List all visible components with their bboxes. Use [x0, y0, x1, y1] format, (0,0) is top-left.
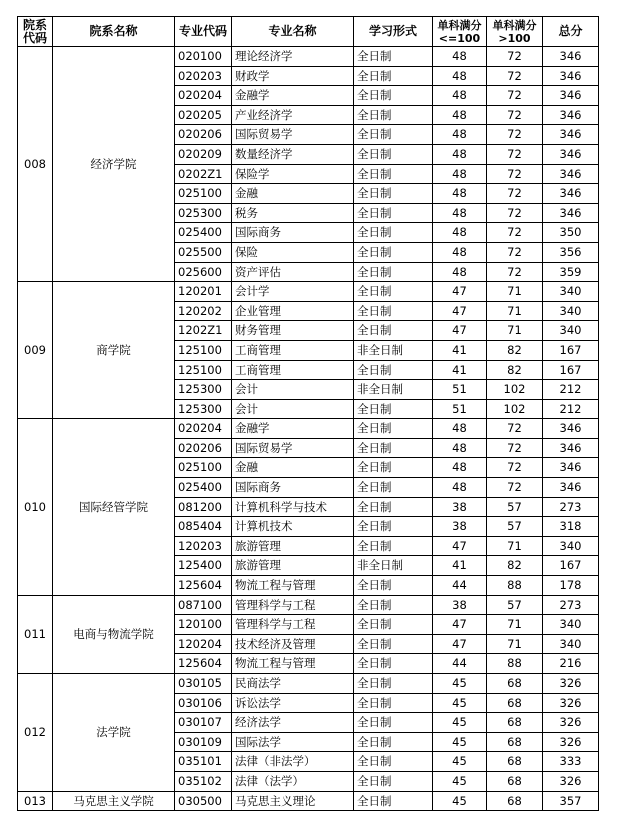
single-le100-cell: 38	[433, 517, 487, 537]
single-le100-cell: 48	[433, 478, 487, 498]
study-mode-cell: 全日制	[354, 184, 433, 204]
study-mode-cell: 全日制	[354, 634, 433, 654]
major-name-cell: 金融学	[232, 419, 354, 439]
major-code-cell: 030106	[175, 693, 232, 713]
dept-name-cell: 经济学院	[53, 47, 175, 282]
single-le100-cell: 45	[433, 771, 487, 791]
study-mode-cell: 全日制	[354, 223, 433, 243]
single-le100-cell: 41	[433, 360, 487, 380]
dept-name-cell: 马克思主义学院	[53, 791, 175, 811]
major-name-cell: 保险	[232, 242, 354, 262]
major-code-cell: 125604	[175, 576, 232, 596]
study-mode-cell: 非全日制	[354, 340, 433, 360]
total-cell: 167	[543, 340, 599, 360]
total-cell: 357	[543, 791, 599, 811]
total-cell: 340	[543, 282, 599, 302]
major-name-cell: 国际商务	[232, 223, 354, 243]
major-code-cell: 085404	[175, 517, 232, 537]
major-name-cell: 旅游管理	[232, 556, 354, 576]
study-mode-cell: 全日制	[354, 164, 433, 184]
total-cell: 346	[543, 125, 599, 145]
major-name-cell: 数量经济学	[232, 144, 354, 164]
study-mode-cell: 全日制	[354, 771, 433, 791]
major-code-cell: 125300	[175, 380, 232, 400]
single-le100-cell: 48	[433, 458, 487, 478]
single-le100-cell: 48	[433, 419, 487, 439]
single-le100-cell: 48	[433, 262, 487, 282]
single-gt100-cell: 68	[487, 693, 543, 713]
major-name-cell: 保险学	[232, 164, 354, 184]
total-cell: 273	[543, 497, 599, 517]
total-cell: 346	[543, 86, 599, 106]
major-code-cell: 020206	[175, 125, 232, 145]
dept-name-cell: 商学院	[53, 282, 175, 419]
single-le100-cell: 48	[433, 86, 487, 106]
major-name-cell: 法律（法学）	[232, 771, 354, 791]
single-le100-cell: 51	[433, 399, 487, 419]
dept-name-cell: 法学院	[53, 674, 175, 792]
study-mode-cell: 全日制	[354, 674, 433, 694]
single-gt100-cell: 71	[487, 615, 543, 635]
major-name-cell: 金融	[232, 458, 354, 478]
major-name-cell: 工商管理	[232, 340, 354, 360]
major-name-cell: 工商管理	[232, 360, 354, 380]
single-gt100-cell: 72	[487, 223, 543, 243]
major-code-cell: 025400	[175, 223, 232, 243]
total-cell: 318	[543, 517, 599, 537]
single-le100-cell: 48	[433, 144, 487, 164]
single-le100-cell: 48	[433, 164, 487, 184]
single-gt100-cell: 72	[487, 242, 543, 262]
major-code-cell: 025300	[175, 203, 232, 223]
single-gt100-cell: 72	[487, 105, 543, 125]
study-mode-cell: 全日制	[354, 438, 433, 458]
single-le100-cell: 38	[433, 595, 487, 615]
total-cell: 359	[543, 262, 599, 282]
major-name-cell: 马克思主义理论	[232, 791, 354, 811]
study-mode-cell: 全日制	[354, 262, 433, 282]
major-code-cell: 025100	[175, 458, 232, 478]
major-name-cell: 旅游管理	[232, 536, 354, 556]
single-le100-cell: 45	[433, 693, 487, 713]
study-mode-cell: 非全日制	[354, 380, 433, 400]
study-mode-cell: 全日制	[354, 66, 433, 86]
single-le100-cell: 48	[433, 47, 487, 67]
total-cell: 167	[543, 360, 599, 380]
table-row	[18, 282, 599, 302]
total-cell: 346	[543, 66, 599, 86]
single-le100-cell: 47	[433, 615, 487, 635]
single-le100-cell: 48	[433, 105, 487, 125]
single-gt100-cell: 102	[487, 380, 543, 400]
major-code-cell: 020209	[175, 144, 232, 164]
major-name-cell: 税务	[232, 203, 354, 223]
single-le100-cell: 41	[433, 556, 487, 576]
table-row	[18, 595, 599, 615]
total-cell: 326	[543, 713, 599, 733]
dept-code-cell: 011	[18, 595, 53, 673]
major-name-cell: 国际商务	[232, 478, 354, 498]
major-code-cell: 125100	[175, 340, 232, 360]
single-gt100-cell: 68	[487, 674, 543, 694]
study-mode-cell: 全日制	[354, 301, 433, 321]
total-cell: 350	[543, 223, 599, 243]
single-gt100-cell: 71	[487, 321, 543, 341]
study-mode-cell: 全日制	[354, 419, 433, 439]
study-mode-cell: 全日制	[354, 321, 433, 341]
total-cell: 346	[543, 438, 599, 458]
single-gt100-cell: 72	[487, 144, 543, 164]
major-name-cell: 金融	[232, 184, 354, 204]
major-code-cell: 120203	[175, 536, 232, 556]
single-le100-cell: 48	[433, 125, 487, 145]
major-code-cell: 081200	[175, 497, 232, 517]
major-name-cell: 理论经济学	[232, 47, 354, 67]
major-name-cell: 技术经济及管理	[232, 634, 354, 654]
single-gt100-cell: 72	[487, 438, 543, 458]
major-code-cell: 030105	[175, 674, 232, 694]
dept-code-cell: 012	[18, 674, 53, 792]
major-name-cell: 经济法学	[232, 713, 354, 733]
study-mode-cell: 全日制	[354, 536, 433, 556]
study-mode-cell: 全日制	[354, 752, 433, 772]
single-gt100-cell: 68	[487, 771, 543, 791]
single-le100-cell: 45	[433, 791, 487, 811]
major-code-cell: 025400	[175, 478, 232, 498]
major-code-cell: 020206	[175, 438, 232, 458]
total-cell: 212	[543, 399, 599, 419]
single-gt100-cell: 72	[487, 125, 543, 145]
study-mode-cell: 全日制	[354, 399, 433, 419]
single-gt100-cell: 71	[487, 282, 543, 302]
study-mode-cell: 全日制	[354, 478, 433, 498]
study-mode-cell: 全日制	[354, 713, 433, 733]
dept-name-cell: 国际经管学院	[53, 419, 175, 595]
single-le100-cell: 48	[433, 242, 487, 262]
major-code-cell: 025500	[175, 242, 232, 262]
total-cell: 346	[543, 419, 599, 439]
major-code-cell: 020203	[175, 66, 232, 86]
major-code-cell: 0202Z1	[175, 164, 232, 184]
single-gt100-cell: 72	[487, 184, 543, 204]
single-le100-cell: 47	[433, 301, 487, 321]
study-mode-cell: 全日制	[354, 105, 433, 125]
total-cell: 326	[543, 732, 599, 752]
single-le100-cell: 48	[433, 66, 487, 86]
major-name-cell: 会计	[232, 380, 354, 400]
study-mode-cell: 全日制	[354, 144, 433, 164]
major-code-cell: 035101	[175, 752, 232, 772]
major-name-cell: 管理科学与工程	[232, 615, 354, 635]
single-le100-cell: 48	[433, 184, 487, 204]
single-gt100-cell: 72	[487, 66, 543, 86]
dept-code-cell: 008	[18, 47, 53, 282]
major-code-cell: 120204	[175, 634, 232, 654]
single-le100-cell: 41	[433, 340, 487, 360]
total-cell: 212	[543, 380, 599, 400]
major-code-cell: 1202Z1	[175, 321, 232, 341]
major-code-cell: 020205	[175, 105, 232, 125]
major-code-cell: 030500	[175, 791, 232, 811]
total-cell: 326	[543, 771, 599, 791]
major-name-cell: 财政学	[232, 66, 354, 86]
major-name-cell: 法律（非法学）	[232, 752, 354, 772]
total-cell: 273	[543, 595, 599, 615]
single-le100-cell: 48	[433, 203, 487, 223]
dept-code-cell: 013	[18, 791, 53, 811]
total-cell: 346	[543, 144, 599, 164]
header-major-name: 专业名称	[232, 17, 354, 47]
study-mode-cell: 全日制	[354, 242, 433, 262]
single-le100-cell: 47	[433, 282, 487, 302]
header-study-mode: 学习形式	[354, 17, 433, 47]
total-cell: 340	[543, 615, 599, 635]
total-cell: 333	[543, 752, 599, 772]
major-code-cell: 020204	[175, 86, 232, 106]
major-name-cell: 物流工程与管理	[232, 576, 354, 596]
single-gt100-cell: 72	[487, 47, 543, 67]
study-mode-cell: 全日制	[354, 203, 433, 223]
total-cell: 340	[543, 321, 599, 341]
single-le100-cell: 45	[433, 732, 487, 752]
total-cell: 216	[543, 654, 599, 674]
header-major-code: 专业代码	[175, 17, 232, 47]
single-gt100-cell: 72	[487, 164, 543, 184]
major-name-cell: 企业管理	[232, 301, 354, 321]
single-gt100-cell: 72	[487, 86, 543, 106]
single-gt100-cell: 71	[487, 536, 543, 556]
study-mode-cell: 全日制	[354, 282, 433, 302]
major-name-cell: 计算机技术	[232, 517, 354, 537]
table-row	[18, 419, 599, 439]
dept-code-cell: 010	[18, 419, 53, 595]
table-row	[18, 791, 599, 811]
study-mode-cell: 全日制	[354, 47, 433, 67]
major-code-cell: 120100	[175, 615, 232, 635]
single-gt100-cell: 57	[487, 497, 543, 517]
major-code-cell: 025100	[175, 184, 232, 204]
major-name-cell: 计算机科学与技术	[232, 497, 354, 517]
single-gt100-cell: 72	[487, 419, 543, 439]
study-mode-cell: 全日制	[354, 732, 433, 752]
major-code-cell: 030107	[175, 713, 232, 733]
major-code-cell: 125604	[175, 654, 232, 674]
total-cell: 346	[543, 164, 599, 184]
total-cell: 356	[543, 242, 599, 262]
major-code-cell: 120201	[175, 282, 232, 302]
single-gt100-cell: 82	[487, 556, 543, 576]
single-gt100-cell: 88	[487, 654, 543, 674]
study-mode-cell: 全日制	[354, 654, 433, 674]
table-row	[18, 674, 599, 694]
header-single-le100: 单科满分<=100	[433, 17, 487, 47]
single-le100-cell: 45	[433, 713, 487, 733]
single-le100-cell: 45	[433, 674, 487, 694]
header-dept-name: 院系名称	[53, 17, 175, 47]
single-gt100-cell: 71	[487, 634, 543, 654]
major-name-cell: 国际贸易学	[232, 438, 354, 458]
single-gt100-cell: 57	[487, 595, 543, 615]
dept-name-cell: 电商与物流学院	[53, 595, 175, 673]
total-cell: 346	[543, 184, 599, 204]
major-name-cell: 管理科学与工程	[232, 595, 354, 615]
total-cell: 178	[543, 576, 599, 596]
table-row	[18, 47, 599, 67]
total-cell: 346	[543, 105, 599, 125]
study-mode-cell: 全日制	[354, 517, 433, 537]
single-gt100-cell: 72	[487, 262, 543, 282]
major-name-cell: 国际贸易学	[232, 125, 354, 145]
total-cell: 346	[543, 458, 599, 478]
single-gt100-cell: 68	[487, 752, 543, 772]
single-le100-cell: 44	[433, 654, 487, 674]
single-gt100-cell: 71	[487, 301, 543, 321]
single-le100-cell: 47	[433, 321, 487, 341]
single-gt100-cell: 102	[487, 399, 543, 419]
single-gt100-cell: 68	[487, 791, 543, 811]
score-table	[17, 16, 599, 811]
total-cell: 326	[543, 693, 599, 713]
major-code-cell: 125100	[175, 360, 232, 380]
study-mode-cell: 全日制	[354, 86, 433, 106]
major-name-cell: 产业经济学	[232, 105, 354, 125]
single-gt100-cell: 82	[487, 340, 543, 360]
total-cell: 346	[543, 47, 599, 67]
major-name-cell: 资产评估	[232, 262, 354, 282]
single-gt100-cell: 72	[487, 478, 543, 498]
total-cell: 340	[543, 536, 599, 556]
single-gt100-cell: 72	[487, 458, 543, 478]
major-code-cell: 125400	[175, 556, 232, 576]
major-name-cell: 物流工程与管理	[232, 654, 354, 674]
major-code-cell: 020100	[175, 47, 232, 67]
single-le100-cell: 47	[433, 634, 487, 654]
study-mode-cell: 全日制	[354, 576, 433, 596]
major-code-cell: 087100	[175, 595, 232, 615]
dept-code-cell: 009	[18, 282, 53, 419]
single-le100-cell: 48	[433, 438, 487, 458]
single-gt100-cell: 57	[487, 517, 543, 537]
major-code-cell: 020204	[175, 419, 232, 439]
single-le100-cell: 48	[433, 223, 487, 243]
total-cell: 167	[543, 556, 599, 576]
study-mode-cell: 全日制	[354, 360, 433, 380]
major-name-cell: 会计	[232, 399, 354, 419]
single-gt100-cell: 68	[487, 713, 543, 733]
major-code-cell: 035102	[175, 771, 232, 791]
header-total: 总分	[543, 17, 599, 47]
table-body	[18, 47, 599, 811]
major-name-cell: 诉讼法学	[232, 693, 354, 713]
single-gt100-cell: 72	[487, 203, 543, 223]
single-le100-cell: 44	[433, 576, 487, 596]
total-cell: 326	[543, 674, 599, 694]
single-le100-cell: 38	[433, 497, 487, 517]
single-gt100-cell: 68	[487, 732, 543, 752]
study-mode-cell: 全日制	[354, 615, 433, 635]
study-mode-cell: 全日制	[354, 458, 433, 478]
major-name-cell: 国际法学	[232, 732, 354, 752]
header-row	[18, 17, 599, 47]
total-cell: 346	[543, 478, 599, 498]
single-gt100-cell: 82	[487, 360, 543, 380]
study-mode-cell: 全日制	[354, 497, 433, 517]
major-code-cell: 030109	[175, 732, 232, 752]
major-name-cell: 民商法学	[232, 674, 354, 694]
major-code-cell: 025600	[175, 262, 232, 282]
study-mode-cell: 全日制	[354, 125, 433, 145]
total-cell: 340	[543, 634, 599, 654]
study-mode-cell: 全日制	[354, 693, 433, 713]
study-mode-cell: 全日制	[354, 791, 433, 811]
single-le100-cell: 45	[433, 752, 487, 772]
major-code-cell: 120202	[175, 301, 232, 321]
study-mode-cell: 全日制	[354, 595, 433, 615]
total-cell: 346	[543, 203, 599, 223]
single-le100-cell: 47	[433, 536, 487, 556]
major-name-cell: 金融学	[232, 86, 354, 106]
study-mode-cell: 非全日制	[354, 556, 433, 576]
single-le100-cell: 51	[433, 380, 487, 400]
header-dept-code: 院系代码	[18, 17, 53, 47]
single-gt100-cell: 88	[487, 576, 543, 596]
header-single-gt100: 单科满分>100	[487, 17, 543, 47]
total-cell: 340	[543, 301, 599, 321]
major-code-cell: 125300	[175, 399, 232, 419]
major-name-cell: 会计学	[232, 282, 354, 302]
major-name-cell: 财务管理	[232, 321, 354, 341]
